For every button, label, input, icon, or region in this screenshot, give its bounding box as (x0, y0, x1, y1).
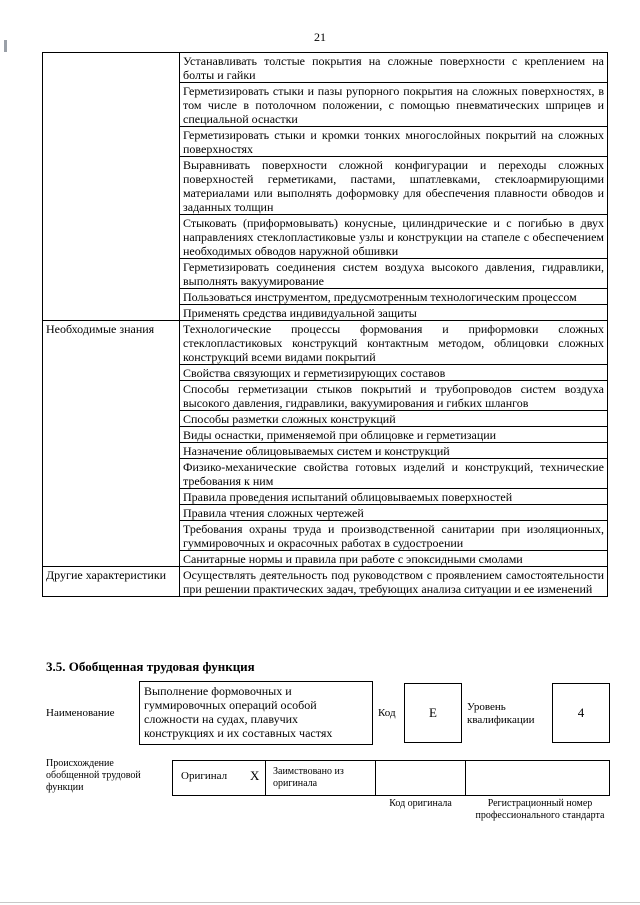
page-number: 21 (314, 30, 326, 44)
table-cell-item: Санитарные нормы и правила при работе с эпоксидными смолами (180, 551, 608, 567)
reg-number-cell (465, 760, 610, 796)
function-name-value: Выполнение формовочных и гуммировочных операций особой сложности на судах, плавучих конструкциях и их составных частях (139, 681, 373, 745)
origin-label: Происхождение обобщенной трудовой функции (46, 758, 141, 793)
row-group-label (43, 53, 180, 321)
reg-number-caption: Регистрационный номер профессионального стандарта (475, 798, 605, 821)
table-cell-item: Пользоваться инструментом, предусмотренным технологическим процессом (180, 289, 608, 305)
table-cell-item: Применять средства индивидуальной защиты (180, 305, 608, 321)
table-cell-item: Осуществлять деятельность под руководством с проявлением самостоятельности при решении практических задач, требующих анализа ситуации и ее изменений (180, 567, 608, 597)
original-mark: X (250, 768, 260, 783)
table-cell-item: Герметизировать соединения систем воздуха высокого давления, гидравлики, выполнять вакуумирование (180, 259, 608, 289)
code-value: E (404, 683, 462, 743)
name-label: Наименование (46, 707, 115, 719)
table-row (43, 567, 608, 597)
table-cell-item: Свойства связующих и герметизирующих составов (180, 365, 608, 381)
table-row (43, 321, 608, 365)
table-cell-item: Герметизировать стыки и кромки тонких многослойных покрытий на сложных поверхностях (180, 127, 608, 157)
competency-table (42, 52, 608, 597)
section-heading: 3.5. Обобщенная трудовая функция (46, 659, 255, 674)
table-cell-item: Назначение облицовываемых систем и конструкций (180, 443, 608, 459)
level-label: Уровень квалификации (467, 701, 535, 726)
level-value: 4 (552, 683, 610, 743)
table-cell-item: Способы разметки сложных конструкций (180, 411, 608, 427)
row-group-label: Другие характеристики (43, 567, 180, 597)
code-label: Код (378, 707, 396, 719)
table-cell-item: Технологические процессы формования и приформовки сложных стеклопластиковых конструкций контактным методом, облицовки сложных конструкций всеми видами покрытий (180, 321, 608, 365)
table-cell-item: Выравнивать поверхности сложной конфигурации и переходы сложных поверхностей герметиками, пастами, шпатлевками, стеклоармирующими материалами или выполнять доформовку для обеспечения плавности обводов и заданных толщин (180, 157, 608, 215)
table-cell-item: Герметизировать стыки и пазы рупорного покрытия на сложных поверхностях, в том числе в потолочном положении, с помощью пневматических шприцев и специальной оснастки (180, 83, 608, 127)
table-cell-item: Требования охраны труда и производственной санитарии при изоляционных, гуммировочных и окрасочных работах в судостроении (180, 521, 608, 551)
table-cell-item: Виды оснастки, применяемой при облицовке и герметизации (180, 427, 608, 443)
borrowed-label: Заимствовано из оригинала (273, 766, 344, 789)
original-code-caption: Код оригинала (389, 798, 452, 809)
table-cell-item: Физико-механические свойства готовых изделий и конструкций, технические требования к ним (180, 459, 608, 489)
table-cell-item: Устанавливать толстые покрытия на сложные поверхности с креплением на болты и гайки (180, 53, 608, 83)
page-bottom-edge (0, 902, 640, 903)
table-cell-item: Способы герметизации стыков покрытий и трубопроводов систем воздуха высокого давления, гидравлики, вакуумирования и гибких шлангов (180, 381, 608, 411)
margin-mark (4, 40, 7, 52)
original-label: Оригинал (181, 770, 228, 782)
table-cell-item: Правила чтения сложных чертежей (180, 505, 608, 521)
row-group-label: Необходимые знания (43, 321, 180, 567)
table-cell-item: Стыковать (приформовывать) конусные, цилиндрические и с погибью в двух направлениях стеклопластиковые узлы и конструкции на стапеле с обеспечением необходимых обводов наружной обшивки (180, 215, 608, 259)
table-cell-item: Правила проведения испытаний облицовываемых поверхностей (180, 489, 608, 505)
table-row (43, 53, 608, 83)
original-code-cell (375, 760, 466, 796)
